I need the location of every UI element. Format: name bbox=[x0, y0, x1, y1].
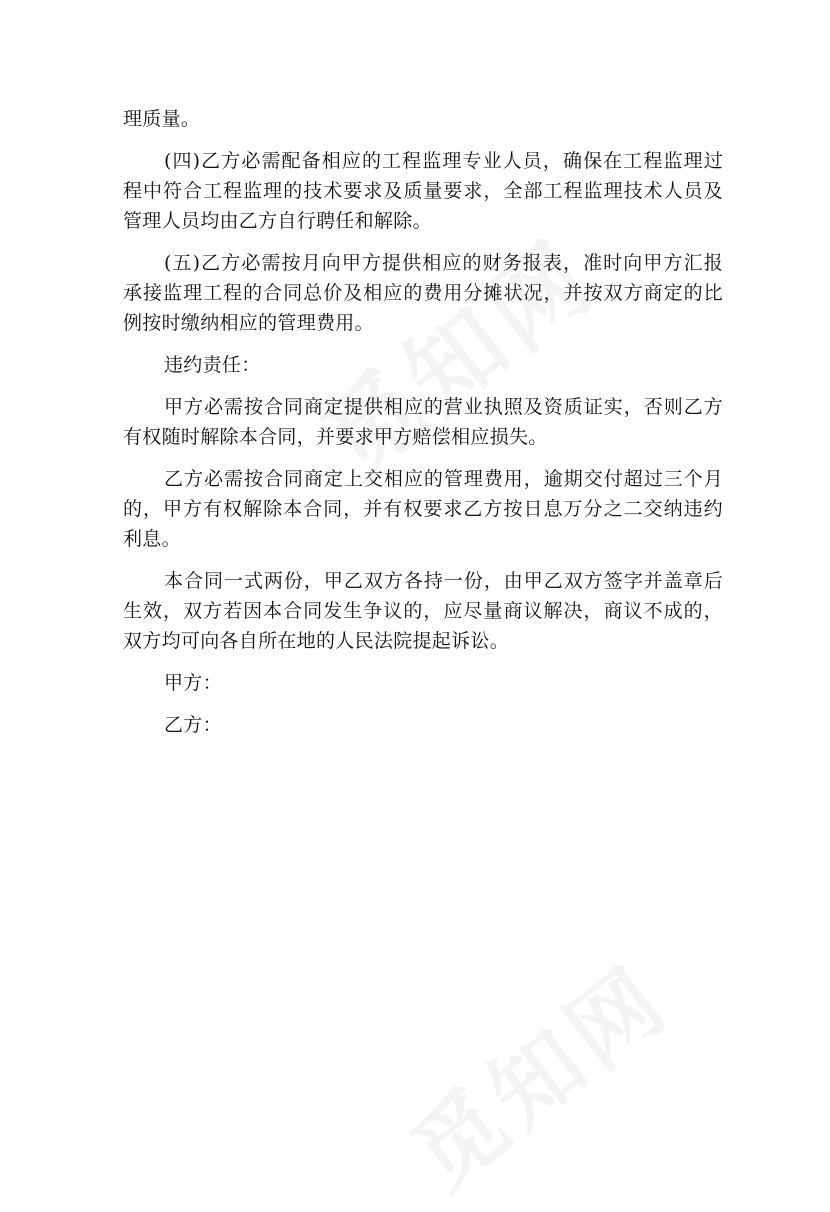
text-line: 违约责任： bbox=[164, 354, 261, 376]
text-line: 的，甲方有权解除本合同，并有权要求乙方按日息万分之二交纳违约 bbox=[123, 498, 723, 520]
text-line: 生效，双方若因本合同发生争议的，应尽量商议解决，商议不成的， bbox=[123, 600, 723, 622]
paragraph-continuation bbox=[123, 104, 723, 134]
text-line: 乙方： bbox=[164, 714, 222, 736]
text-line: 例按时缴纳相应的管理费用。 bbox=[123, 312, 374, 334]
text-line: 甲方： bbox=[164, 672, 222, 694]
text-line: 程中符合工程监理的技术要求及质量要求，全部工程监理技术人员及 bbox=[123, 180, 723, 202]
text-line: 有权随时解除本合同，并要求甲方赔偿相应损失。 bbox=[123, 426, 548, 448]
text-line: 承接监理工程的合同总价及相应的费用分摊状况，并按双方商定的比 bbox=[123, 282, 723, 304]
paragraph-party-b-obligation bbox=[123, 464, 723, 554]
text-line: 理质量。 bbox=[123, 108, 201, 130]
text-line: (五)乙方必需按月向甲方提供相应的财务报表，准时向甲方汇报 bbox=[164, 252, 723, 274]
text-line: 乙方必需按合同商定上交相应的管理费用，逾期交付超过三个月 bbox=[164, 468, 723, 490]
text-line: (四)乙方必需配备相应的工程监理专业人员，确保在工程监理过 bbox=[164, 150, 723, 172]
text-line: 利息。 bbox=[123, 528, 181, 550]
watermark bbox=[380, 929, 692, 1212]
paragraph-copies-and-disputes bbox=[123, 566, 723, 656]
text-line: 甲方必需按合同商定提供相应的营业执照及资质证实，否则乙方 bbox=[164, 396, 723, 418]
text-line: 管理人员均由乙方自行聘任和解除。 bbox=[123, 210, 432, 232]
signature-party-a bbox=[123, 668, 723, 698]
paragraph-party-a-obligation bbox=[123, 392, 723, 452]
text-line: 本合同一式两份，甲乙双方各持一份，由甲乙双方签字并盖章后 bbox=[164, 570, 723, 592]
paragraph-clause-4 bbox=[123, 146, 723, 236]
text-line: 双方均可向各自所在地的人民法院提起诉讼。 bbox=[123, 630, 510, 652]
document-body bbox=[123, 104, 723, 752]
section-heading-breach-liability bbox=[123, 350, 723, 380]
signature-party-b bbox=[123, 710, 723, 740]
paragraph-clause-5 bbox=[123, 248, 723, 338]
